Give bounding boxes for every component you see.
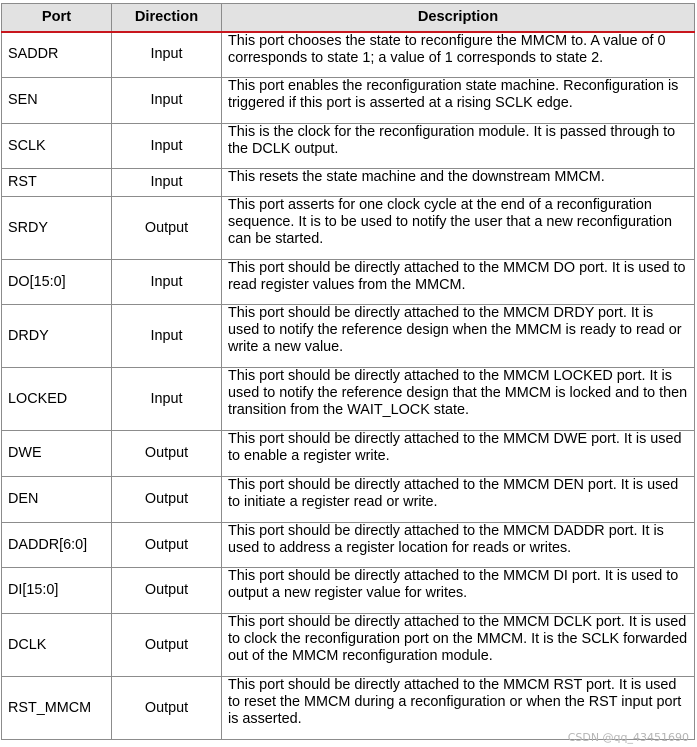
port-name: SCLK xyxy=(2,124,112,169)
port-description: This port should be directly attached to the MMCM DADDR port. It is used to address a register location for reads or writes. xyxy=(222,523,695,568)
header-port: Port xyxy=(2,4,112,32)
port-description-table xyxy=(1,3,695,740)
port-name: LOCKED xyxy=(2,368,112,431)
port-direction: Input xyxy=(112,32,222,78)
header-description: Description xyxy=(222,4,695,32)
table-row xyxy=(2,78,695,124)
port-name: DEN xyxy=(2,477,112,523)
port-name: RST xyxy=(2,169,112,197)
port-direction: Output xyxy=(112,431,222,477)
port-name: SADDR xyxy=(2,32,112,78)
port-direction: Output xyxy=(112,568,222,614)
port-direction: Input xyxy=(112,368,222,431)
port-direction: Input xyxy=(112,169,222,197)
table-row xyxy=(2,431,695,477)
port-description: This port enables the reconfiguration state machine. Reconfiguration is triggered if this port is asserted at a rising SCLK edge. xyxy=(222,78,695,124)
port-direction: Input xyxy=(112,78,222,124)
port-description: This port should be directly attached to the MMCM DO port. It is used to read register values from the MMCM. xyxy=(222,260,695,305)
port-description: This port should be directly attached to the MMCM DCLK port. It is used to clock the reconfiguration port on the MMCM. It is the SCLK forwarded out of the MMCM reconfiguration module. xyxy=(222,614,695,677)
port-description: This port should be directly attached to the MMCM LOCKED port. It is used to notify the reference design that the MMCM is locked and to then transition from the WAIT_LOCK state. xyxy=(222,368,695,431)
watermark-text: CSDN @qq_43451690 xyxy=(567,731,689,744)
port-name: SRDY xyxy=(2,197,112,260)
port-direction: Output xyxy=(112,614,222,677)
port-description: This port should be directly attached to the MMCM DEN port. It is used to initiate a register read or write. xyxy=(222,477,695,523)
port-description: This port should be directly attached to the MMCM DWE port. It is used to enable a register write. xyxy=(222,431,695,477)
table-row xyxy=(2,568,695,614)
port-name: DI[15:0] xyxy=(2,568,112,614)
table-header-row xyxy=(2,4,695,32)
table-row xyxy=(2,523,695,568)
table-row xyxy=(2,305,695,368)
port-description: This port should be directly attached to the MMCM DRDY port. It is used to notify the reference design when the MMCM is ready to read or write a new value. xyxy=(222,305,695,368)
port-direction: Output xyxy=(112,677,222,740)
port-name: DCLK xyxy=(2,614,112,677)
port-description: This port should be directly attached to the MMCM DI port. It is used to output a new register value for writes. xyxy=(222,568,695,614)
port-name: RST_MMCM xyxy=(2,677,112,740)
port-name: DADDR[6:0] xyxy=(2,523,112,568)
port-direction: Input xyxy=(112,124,222,169)
table-row xyxy=(2,477,695,523)
table-row xyxy=(2,32,695,78)
port-name: SEN xyxy=(2,78,112,124)
port-name: DRDY xyxy=(2,305,112,368)
table-row xyxy=(2,368,695,431)
port-direction: Output xyxy=(112,523,222,568)
port-direction: Output xyxy=(112,477,222,523)
port-description: This port asserts for one clock cycle at the end of a reconfiguration sequence. It is to be used to notify the user that a new reconfiguration can be started. xyxy=(222,197,695,260)
port-description: This is the clock for the reconfiguration module. It is passed through to the DCLK output. xyxy=(222,124,695,169)
table-row xyxy=(2,124,695,169)
port-description: This port should be directly attached to the MMCM RST port. It is used to reset the MMCM during a reconfiguration or when the RST input port is asserted. xyxy=(222,677,695,740)
header-direction: Direction xyxy=(112,4,222,32)
port-direction: Input xyxy=(112,305,222,368)
port-name: DO[15:0] xyxy=(2,260,112,305)
port-description: This resets the state machine and the downstream MMCM. xyxy=(222,169,695,197)
port-name: DWE xyxy=(2,431,112,477)
port-description: This port chooses the state to reconfigure the MMCM to. A value of 0 corresponds to state 1; a value of 1 corresponds to state 2. xyxy=(222,32,695,78)
table-row xyxy=(2,614,695,677)
table-row xyxy=(2,197,695,260)
table-row xyxy=(2,260,695,305)
port-direction: Output xyxy=(112,197,222,260)
port-direction: Input xyxy=(112,260,222,305)
table-row xyxy=(2,169,695,197)
